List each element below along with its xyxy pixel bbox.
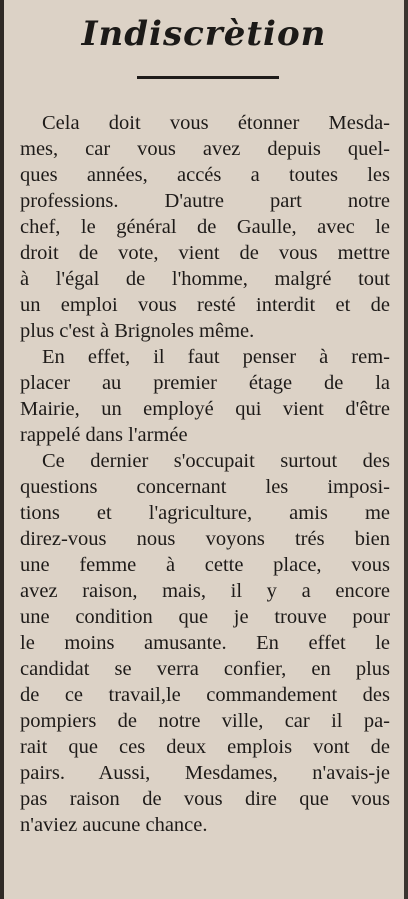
article-line: chef, le général de Gaulle, avec le (20, 216, 390, 238)
article-line: questions concernant les imposi- (20, 476, 390, 498)
article-line: pas raison de vous dire que vous (20, 788, 390, 810)
article-line: un emploi vous resté interdit et de (20, 294, 390, 316)
article-line: de ce travail,le commandement des (20, 684, 390, 706)
article-line: professions. D'autre part notre (20, 190, 390, 212)
article-line: une femme à cette place, vous (20, 554, 390, 576)
article-line: mes, car vous avez depuis quel- (20, 138, 390, 160)
article-line: Cela doit vous étonner Mesda- (42, 112, 390, 134)
article-line: plus c'est à Brignoles même. (20, 320, 255, 342)
article-line: ques années, accés a toutes les (20, 164, 390, 186)
title-underline-rule (137, 76, 279, 79)
article-body (20, 110, 390, 838)
article-line: pompiers de notre ville, car il pa- (20, 710, 390, 732)
article-line: le moins amusante. En effet le (20, 632, 390, 654)
article-line: En effet, il faut penser à rem- (42, 346, 390, 368)
article-line: rappelé dans l'armée (20, 424, 188, 446)
article-line: droit de vote, vient de vous mettre (20, 242, 390, 264)
article-line: Ce dernier s'occupait surtout des (42, 450, 390, 472)
article-line: direz-vous nous voyons trés bien (20, 528, 390, 550)
article-line: à l'égal de l'homme, malgré tout (20, 268, 390, 290)
article-line: pairs. Aussi, Mesdames, n'avais-je (20, 762, 390, 784)
article-line: Mairie, un employé qui vient d'être (20, 398, 390, 420)
article-line: n'aviez aucune chance. (20, 814, 208, 836)
article-title: Indiscrètion (81, 14, 327, 54)
article-line: placer au premier étage de la (20, 372, 390, 394)
article-line: rait que ces deux emplois vont de (20, 736, 390, 758)
article-line: avez raison, mais, il y a encore (20, 580, 390, 602)
article-line: tions et l'agriculture, amis me (20, 502, 390, 524)
article-line: une condition que je trouve pour (20, 606, 390, 628)
article-line: candidat se verra confier, en plus (20, 658, 390, 680)
